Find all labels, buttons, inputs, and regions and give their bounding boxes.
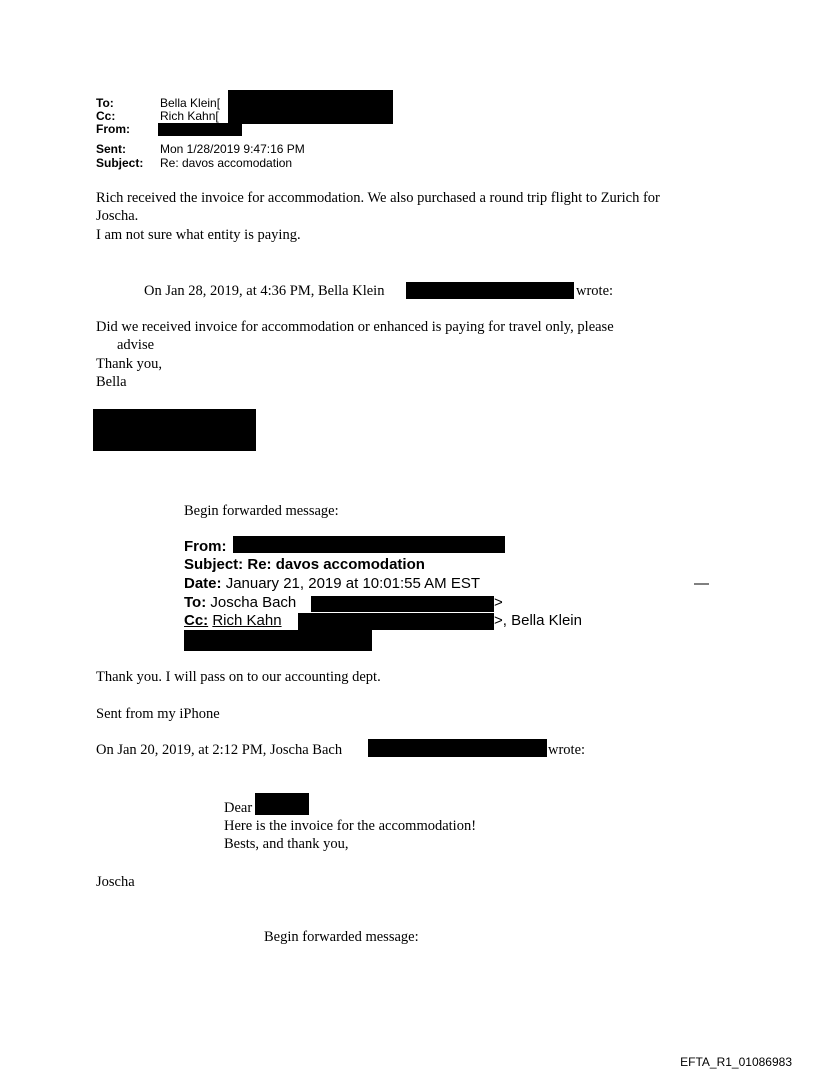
fwd-to-label: To: [184,594,207,611]
redaction-block [298,613,494,630]
dear-line: Dear [224,800,253,816]
header-sent-row [96,143,305,157]
redaction-block [93,409,256,451]
cc-value: Rich Kahn[ [160,109,219,123]
redaction-block [158,123,242,136]
fwd-to-row [184,594,296,611]
redaction-block [255,793,309,815]
body-line: Joscha. [96,208,139,224]
reply-line: Sent from my iPhone [96,706,220,722]
dash-mark: — [694,575,709,592]
fwd-cc-row [184,612,282,629]
quote-line: Thank you, [96,356,163,372]
sent-label: Sent: [96,142,126,156]
sent-value: Mon 1/28/2019 9:47:16 PM [160,142,305,156]
quote-intro-text: On Jan 28, 2019, at 4:36 PM, Bella Klein [144,283,385,299]
forward-begin: Begin forwarded message: [184,503,339,519]
fwd-from-row [184,538,227,555]
quote-line: Bella [96,374,127,390]
quote-intro-end: wrote: [576,283,614,299]
fwd-to-value: Joscha Bach [210,594,297,611]
reply-line: Thank you. I will pass on to our accounting dept. [96,669,381,685]
signature: Joscha [96,874,135,890]
to-label: To: [96,96,114,110]
fwd-cc-value: Rich Kahn [212,612,282,629]
quote-intro [144,282,384,300]
message-line: Here is the invoice for the accommodation! [224,818,477,834]
subject-value: Re: davos accomodation [160,156,293,170]
forward-begin: Begin forwarded message: [264,929,419,945]
body-line: Rich received the invoice for accommodation. We also purchased a round trip flight to Zurich for [96,190,660,206]
redaction-block [368,739,547,757]
cc-label: Cc: [96,109,116,123]
to-value: Bella Klein[ [160,96,221,110]
header-from-row [96,123,160,137]
redaction-block [233,536,505,553]
fwd-cc-end: >, Bella Klein [494,612,582,629]
fwd-date-value: January 21, 2019 at 10:01:55 AM EST [225,575,481,592]
quote-line: Did we received invoice for accommodation or enhanced is paying for travel only, please [96,319,614,335]
body-line: I am not sure what entity is paying. [96,227,301,243]
fwd-subject-row [184,556,425,573]
from-label: From: [96,122,130,136]
fwd-date-label: Date: [184,575,222,592]
reply-intro-end: wrote: [548,742,586,758]
fwd-to-end: > [494,594,503,611]
redaction-block [228,90,393,124]
redaction-block [184,630,372,651]
fwd-subject-label: Subject: [184,556,244,573]
doc-id: EFTA_R1_01086983 [680,1055,792,1069]
message-line: Bests, and thank you, [224,836,349,852]
subject-label: Subject: [96,156,144,170]
quote-line: advise [117,337,155,353]
fwd-date-row [184,575,480,592]
fwd-cc-label: Cc: [184,612,209,629]
redaction-block [311,596,494,612]
fwd-from-label: From: [184,538,227,555]
fwd-subject-value: Re: davos accomodation [247,556,425,573]
redaction-block [406,282,574,299]
reply-intro: On Jan 20, 2019, at 2:12 PM, Joscha Bach [96,742,343,758]
header-subject-row [96,157,292,171]
